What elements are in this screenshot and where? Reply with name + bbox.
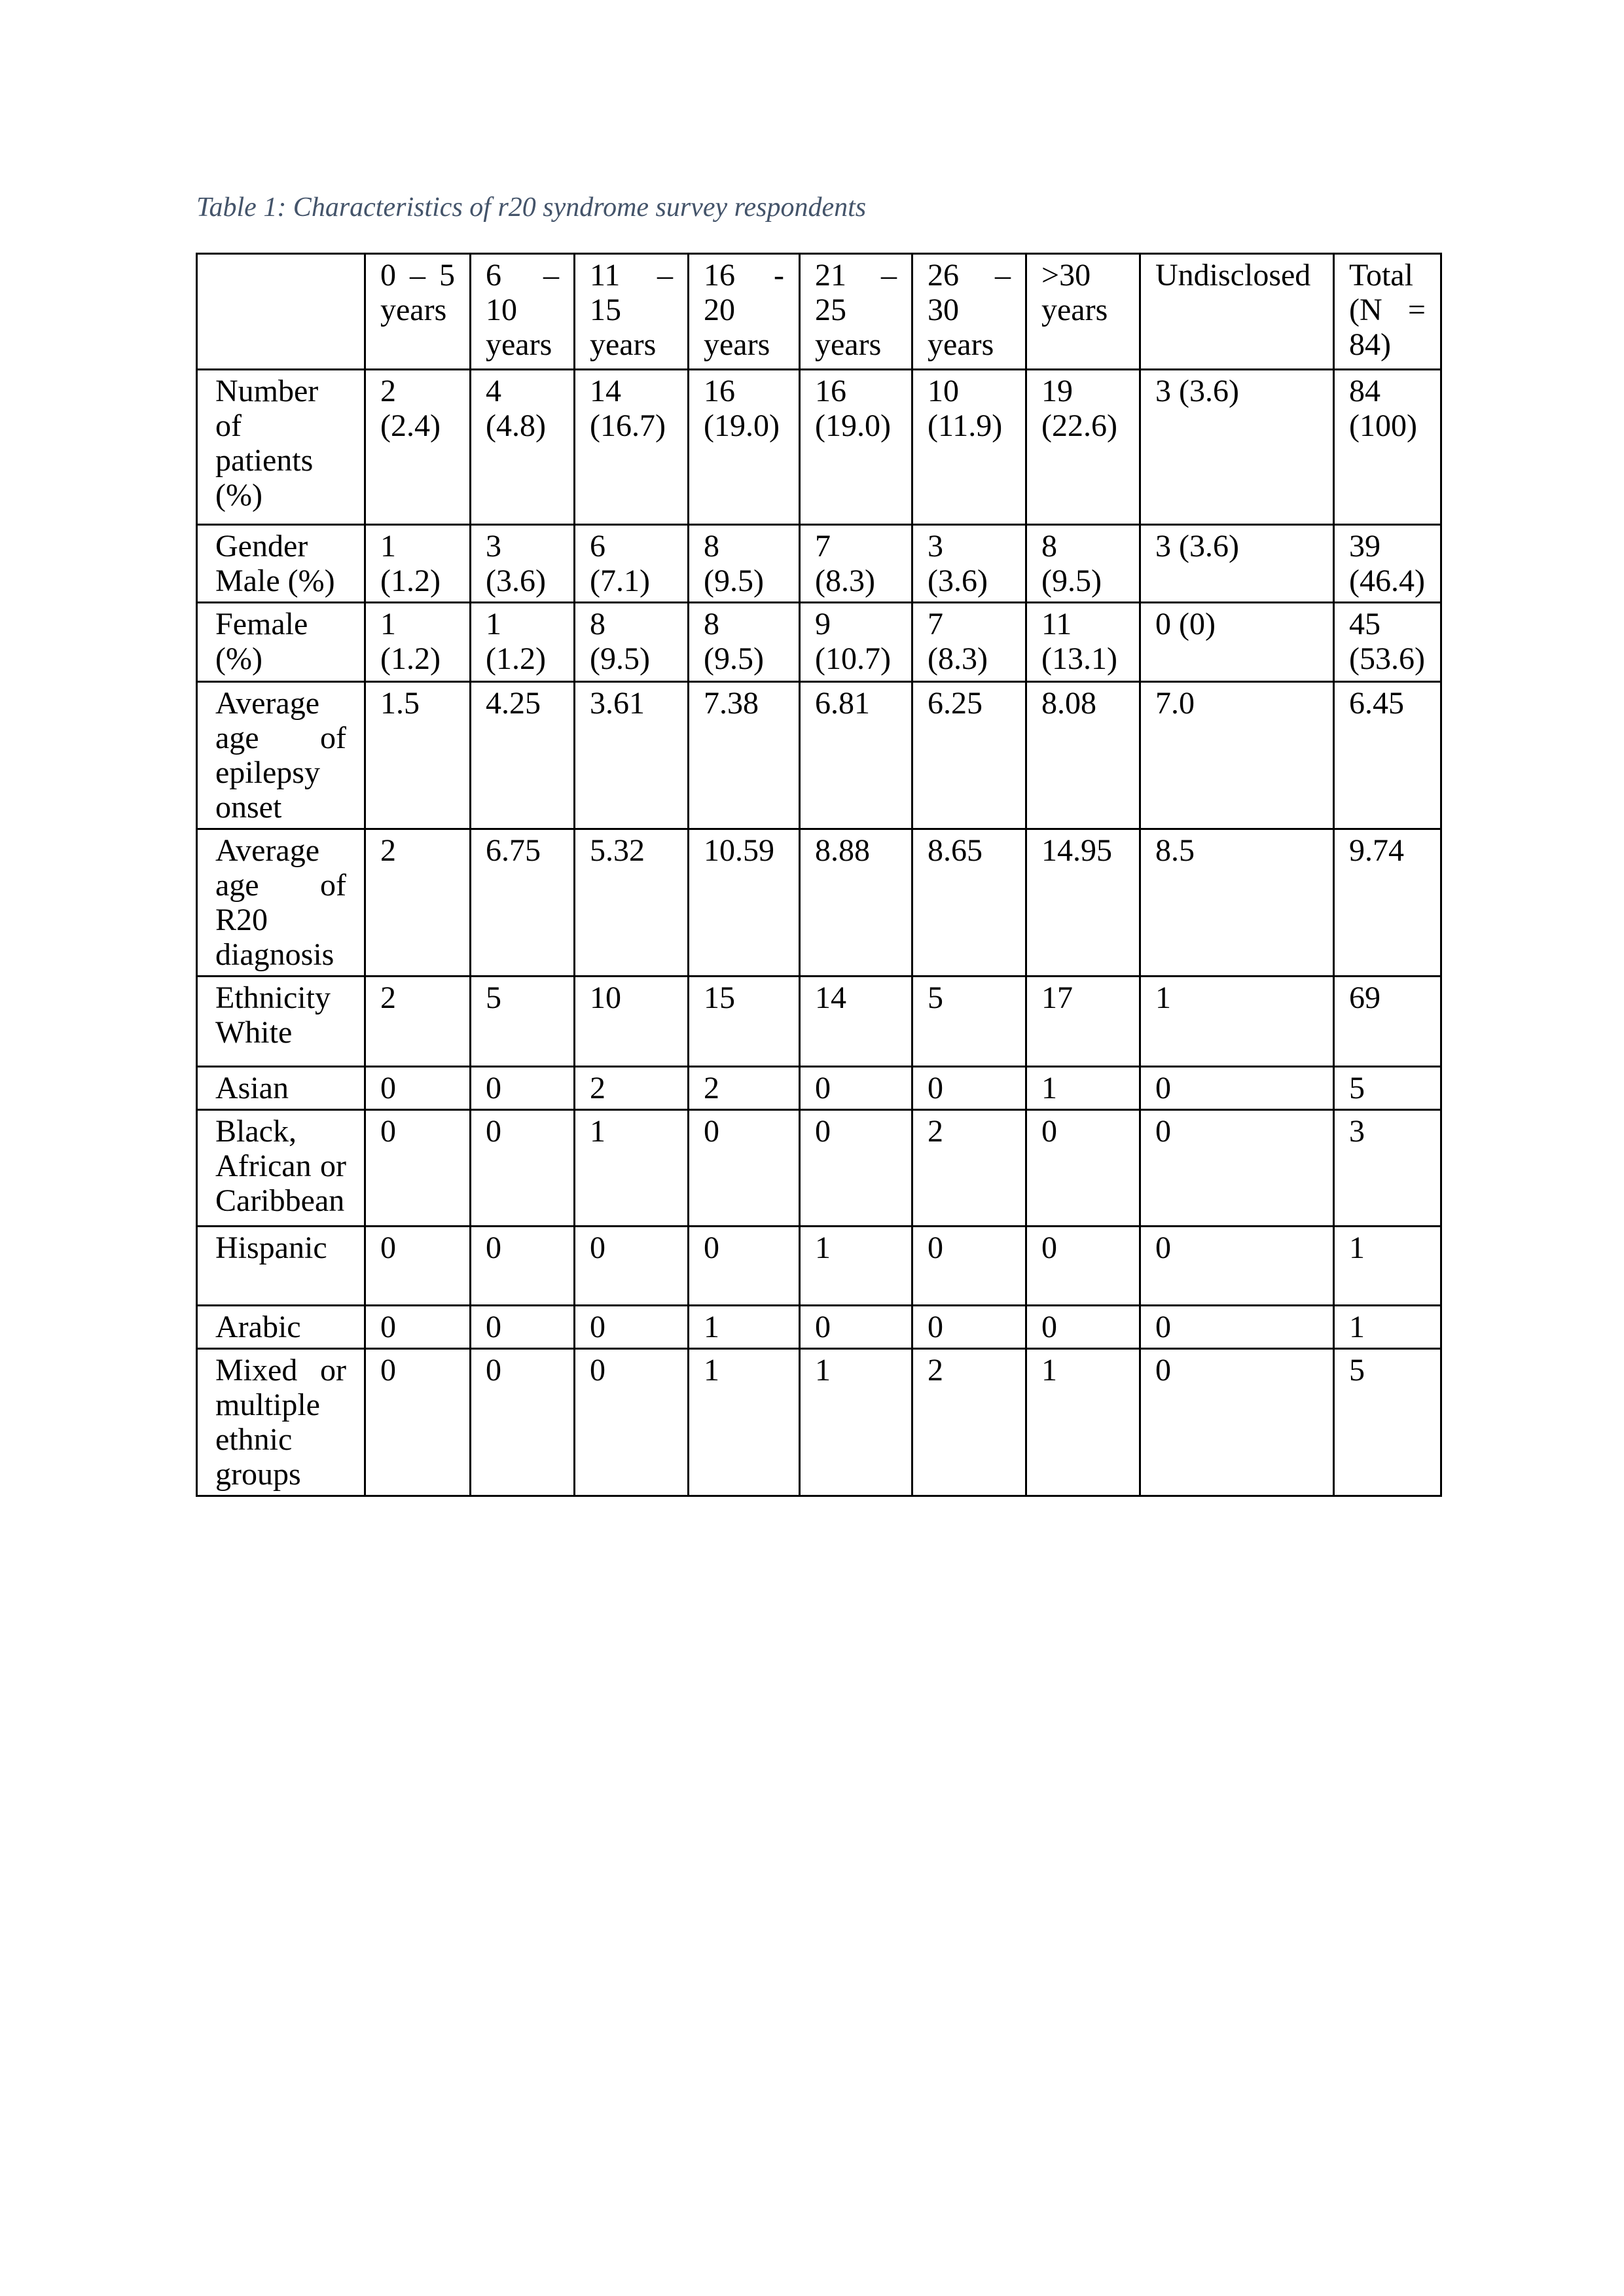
table-cell: 1 [1140,977,1334,1067]
table-caption: Table 1: Characteristics of r20 syndrome survey respondents [196,192,867,223]
table-cell: 1 [1026,1349,1140,1496]
table-cell: 1 [1334,1227,1441,1306]
table-cell: 1.5 [365,682,471,829]
table-cell: 0 [365,1110,471,1227]
row-label: Asian [197,1067,365,1110]
table-cell: 1 (1.2) [471,603,575,682]
table-cell: 2 (2.4) [365,370,471,525]
table-cell: 0 [689,1227,800,1306]
table-cell: 0 [365,1067,471,1110]
table-row [197,370,1441,525]
table-cell: 39 (46.4) [1334,525,1441,603]
table-cell: 0 [800,1306,912,1349]
table-cell: 1 [575,1110,689,1227]
table-cell: 17 [1026,977,1140,1067]
table-cell: 7.0 [1140,682,1334,829]
table-cell: 6.81 [800,682,912,829]
table-cell: 3 (3.6) [1140,370,1334,525]
column-header: >30 years [1026,254,1140,370]
table-cell: 0 [1140,1349,1334,1496]
table-cell: 11 (13.1) [1026,603,1140,682]
table-cell: 5.32 [575,829,689,977]
table-cell: 0 (0) [1140,603,1334,682]
table-cell: 1 [689,1349,800,1496]
table-cell: 0 [365,1227,471,1306]
table-row [197,1306,1441,1349]
table-row [197,682,1441,829]
table-cell: 0 [1026,1110,1140,1227]
table-row [197,829,1441,977]
row-label: Arabic [197,1306,365,1349]
table-cell: 9 (10.7) [800,603,912,682]
table-cell: 2 [912,1110,1026,1227]
table-cell: 0 [689,1110,800,1227]
table-cell: 8.08 [1026,682,1140,829]
table-cell: 2 [689,1067,800,1110]
header-row [197,254,1441,370]
table-cell: 14 (16.7) [575,370,689,525]
table-cell: 0 [800,1110,912,1227]
column-header: 0 – 5 years [365,254,471,370]
column-header: 26 – 30 years [912,254,1026,370]
table-cell: 0 [1026,1227,1140,1306]
table-cell: 8.5 [1140,829,1334,977]
table-cell: 6.45 [1334,682,1441,829]
table-cell: 1 [800,1227,912,1306]
table-cell: 7 (8.3) [912,603,1026,682]
row-label: Average age of epilepsy onset [197,682,365,829]
table-cell: 5 [1334,1067,1441,1110]
table-row [197,525,1441,603]
table-cell: 2 [365,977,471,1067]
row-label: Gender Male (%) [197,525,365,603]
table-cell: 0 [575,1227,689,1306]
column-header: 16 - 20 years [689,254,800,370]
table-cell: 6.25 [912,682,1026,829]
table-cell: 0 [1026,1306,1140,1349]
table-cell: 5 [471,977,575,1067]
row-label: Black, African or Caribbean [197,1110,365,1227]
table-cell: 1 [1026,1067,1140,1110]
table-cell: 7 (8.3) [800,525,912,603]
table-row [197,1227,1441,1306]
table-cell: 8.88 [800,829,912,977]
table-cell: 0 [912,1306,1026,1349]
table-cell: 0 [912,1227,1026,1306]
column-header: 21 – 25 years [800,254,912,370]
table-cell: 3 [1334,1110,1441,1227]
table-cell: 0 [800,1067,912,1110]
column-header: 11 – 15 years [575,254,689,370]
table-cell: 16 (19.0) [689,370,800,525]
table-cell: 4.25 [471,682,575,829]
table-cell: 0 [1140,1067,1334,1110]
table-cell: 1 [1334,1306,1441,1349]
table-cell: 0 [365,1306,471,1349]
table-cell: 0 [471,1306,575,1349]
table-cell: 1 [689,1306,800,1349]
table-cell: 1 [800,1349,912,1496]
table-row [197,977,1441,1067]
column-header: 6 – 10 years [471,254,575,370]
table-cell: 6.75 [471,829,575,977]
table-cell: 14.95 [1026,829,1140,977]
table-cell: 5 [1334,1349,1441,1496]
row-label: Hispanic [197,1227,365,1306]
column-header: Undisclosed [1140,254,1334,370]
table-cell: 0 [912,1067,1026,1110]
table-cell: 0 [471,1110,575,1227]
table-cell: 15 [689,977,800,1067]
table-cell: 3.61 [575,682,689,829]
table-cell: 8 (9.5) [1026,525,1140,603]
table-cell: 10 (11.9) [912,370,1026,525]
table-cell: 10 [575,977,689,1067]
table-cell: 8.65 [912,829,1026,977]
table-cell: 0 [365,1349,471,1496]
table-cell: 19 (22.6) [1026,370,1140,525]
table-cell: 84 (100) [1334,370,1441,525]
table-cell: 0 [575,1349,689,1496]
table-cell: 8 (9.5) [689,603,800,682]
table-cell: 0 [1140,1306,1334,1349]
table-cell: 69 [1334,977,1441,1067]
table-cell: 10.59 [689,829,800,977]
table-cell: 0 [471,1227,575,1306]
table-cell: 7.38 [689,682,800,829]
table-cell: 14 [800,977,912,1067]
table-cell: 0 [471,1067,575,1110]
table-row [197,1110,1441,1227]
table-cell: 45 (53.6) [1334,603,1441,682]
row-label: Mixed or multiple ethnic groups [197,1349,365,1496]
row-label: Female (%) [197,603,365,682]
table-cell: 2 [365,829,471,977]
table-cell: 6 (7.1) [575,525,689,603]
table-cell: 1 (1.2) [365,525,471,603]
table-cell: 16 (19.0) [800,370,912,525]
row-label: Ethnicity White [197,977,365,1067]
table-cell: 3 (3.6) [471,525,575,603]
table-cell: 3 (3.6) [1140,525,1334,603]
table-cell: 0 [1140,1227,1334,1306]
table-row [197,603,1441,682]
table-cell: 2 [575,1067,689,1110]
table-cell: 4 (4.8) [471,370,575,525]
row-label: Average age of R20 diagnosis [197,829,365,977]
table-cell: 2 [912,1349,1026,1496]
table-cell: 8 (9.5) [689,525,800,603]
table-cell: 1 (1.2) [365,603,471,682]
table-row [197,1349,1441,1496]
table-cell: 8 (9.5) [575,603,689,682]
table-cell: 0 [575,1306,689,1349]
table-cell: 0 [1140,1110,1334,1227]
column-header: Total (N = 84) [1334,254,1441,370]
table-cell: 9.74 [1334,829,1441,977]
table-cell: 3 (3.6) [912,525,1026,603]
respondents-table [196,253,1442,1497]
table-cell: 5 [912,977,1026,1067]
table-cell: 0 [471,1349,575,1496]
table-row [197,1067,1441,1110]
row-label: Number of patients (%) [197,370,365,525]
corner-cell [197,254,365,370]
